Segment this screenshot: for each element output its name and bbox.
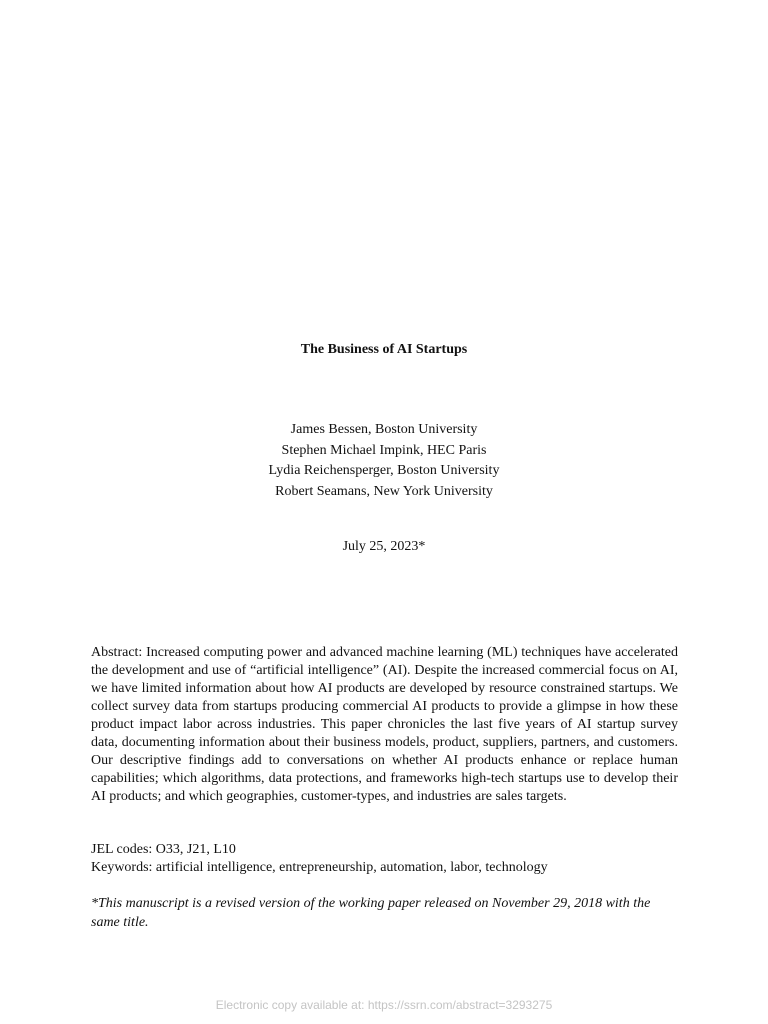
author: Lydia Reichensperger, Boston University bbox=[268, 463, 500, 478]
author: James Bessen, Boston University bbox=[290, 422, 478, 437]
author: Robert Seamans, New York University bbox=[275, 483, 493, 499]
revision-note: *This manuscript is a revised version of the working paper released on November 29, 2018 with the same title. bbox=[91, 896, 651, 930]
ssrn-footer-link[interactable]: Electronic copy available at: https://ssrn.com/abstract=3293275 bbox=[215, 998, 553, 1012]
abstract: Abstract: Increased computing power and advanced machine learning (ML) techniques have accelerated the development and use of “artificial intelligence” (AI). Despite the increased commercial focus on AI, we have limited information about how AI products are developed by resource constrained startups. We collect survey data from startups producing commercial AI products to provide a glimpse in how these product impact labor across industries. This paper chronicles the last five years of AI startup survey data, documenting information about their business models, product, suppliers, partners, and customers. Our descriptive findings add to conversations on whether AI products enhance or replace human capabilities; which algorithms, data protections, and frameworks high-tech startups use to develop their AI products; and which geographies, customer-types, and industries are sales targets. bbox=[91, 645, 678, 804]
paper-title: The Business of AI Startups bbox=[300, 342, 468, 357]
author-list bbox=[0, 420, 768, 502]
paper-metadata bbox=[91, 841, 691, 877]
keywords: Keywords: artificial intelligence, entrepreneurship, automation, labor, technology bbox=[91, 860, 548, 875]
jel-codes: JEL codes: O33, J21, L10 bbox=[91, 842, 236, 857]
paper-date: July 25, 2023* bbox=[342, 539, 426, 554]
author: Stephen Michael Impink, HEC Paris bbox=[281, 442, 487, 458]
